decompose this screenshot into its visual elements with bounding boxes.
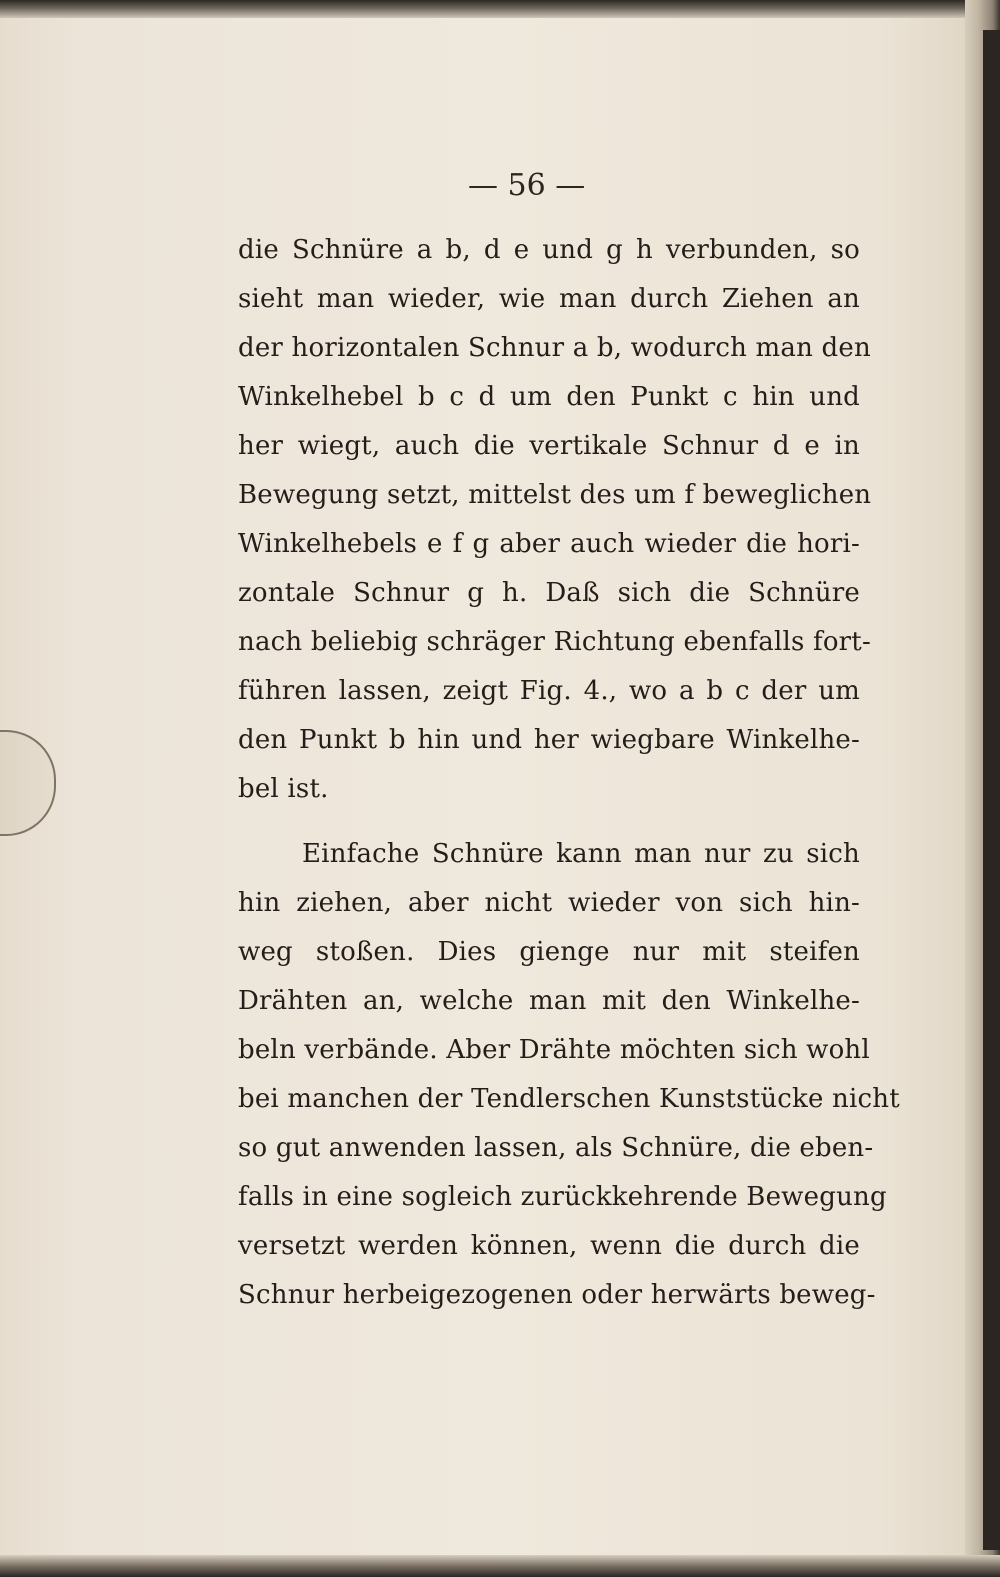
- text-line: bei manchen der Tendlerschen Kunststücke nicht: [238, 1084, 900, 1114]
- text-line: den Punkt b hin und her wiegbare Winkelhe-: [238, 725, 860, 755]
- text-line: führen lassen, zeigt Fig. 4., wo a b c der um: [238, 676, 860, 706]
- text-line: beln verbände. Aber Drähte möchten sich wohl: [238, 1035, 870, 1065]
- text-line: falls in eine sogleich zurückkehrende Bewegung: [238, 1182, 887, 1212]
- page-top-edge: [0, 0, 1000, 18]
- text-line: die Schnüre a b, d e und g h verbunden, so: [238, 235, 860, 265]
- text-line: versetzt werden können, wenn die durch die: [238, 1231, 860, 1261]
- text-line: Schnur herbeigezogenen oder herwärts beweg-: [238, 1280, 876, 1310]
- text-line: der horizontalen Schnur a b, wodurch man den: [238, 333, 871, 363]
- text-line: zontale Schnur g h. Daß sich die Schnüre: [238, 578, 860, 608]
- text-line: so gut anwenden lassen, als Schnüre, die eben-: [238, 1133, 874, 1163]
- text-line: Winkelhebels e f g aber auch wieder die hori-: [238, 529, 860, 559]
- text-line: hin ziehen, aber nicht wieder von sich hin-: [238, 888, 860, 918]
- page-number: — 56 —: [468, 168, 586, 203]
- text-line: Winkelhebel b c d um den Punkt c hin und: [238, 382, 860, 412]
- page-bottom-edge: [0, 1555, 1000, 1577]
- text-line: sieht man wieder, wie man durch Ziehen an: [238, 284, 860, 314]
- text-line: her wiegt, auch die vertikale Schnur d e in: [238, 431, 860, 461]
- text-line: Einfache Schnüre kann man nur zu sich: [302, 839, 860, 869]
- dark-background-strip: [983, 30, 1000, 1550]
- text-line: weg stoßen. Dies gienge nur mit steifen: [238, 937, 860, 967]
- page-tab-notch: [0, 730, 56, 836]
- text-line: Bewegung setzt, mittelst des um f beweglichen: [238, 480, 872, 510]
- text-line: Drähten an, welche man mit den Winkelhe-: [238, 986, 860, 1016]
- text-line: nach beliebig schräger Richtung ebenfalls fort-: [238, 627, 871, 657]
- text-line: bel ist.: [238, 774, 329, 804]
